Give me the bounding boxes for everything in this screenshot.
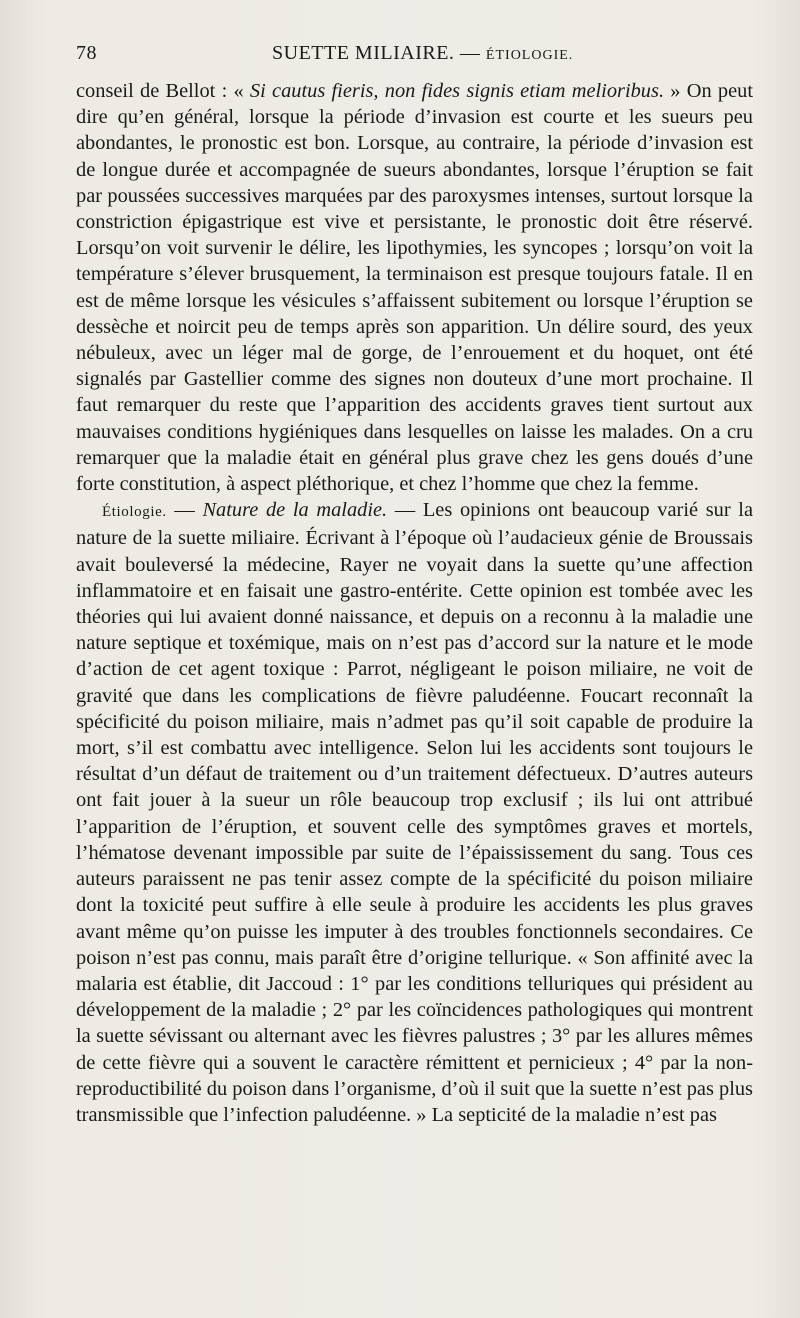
body-text bbox=[76, 78, 753, 1128]
running-title-section: ÉTIOLOGIE. bbox=[485, 48, 574, 63]
page-number: 78 bbox=[76, 42, 97, 64]
paragraph-prognosis bbox=[76, 78, 753, 497]
paragraph-prognosis-pre: conseil de Bellot : « bbox=[76, 80, 250, 102]
section-heading-etiologie: Étiologie. bbox=[102, 504, 167, 521]
latin-quote: Si cautus fieris, non fides signis etiam melioribus. bbox=[249, 80, 665, 102]
page-header bbox=[76, 42, 756, 72]
section-subtitle: Nature de la maladie. bbox=[202, 499, 388, 522]
paragraph-etiology-body: — Les opinions ont beaucoup varié sur la nature de la suette miliaire. Écrivant à l’époque où l’audacieux génie de Broussais avait bouleversé la médecine, Rayer ne voyait dans la suette qu’une affection inflammatoire et en faisait une gastro-entérite. Cette opinion est tombée avec les théories qui lui avaient donné naissance, et depuis on a reconnu à la maladie une nature septique et toxémique, mais on n’est pas d’accord sur la nature et le mode d’action de cet agent toxique : Parrot, négligeant le poison miliaire, ne voit de gravité que dans les complications de fièvre paludéenne. Foucart reconnaît la spécificité du poison miliaire, mais n’admet pas qu’il soit capable de produire la mort, s’il est combattu avec intelligence. Selon lui les accidents sont toujours le résultat d’un défaut de traitement ou d’un traitement défectueux. D’autres auteurs ont fait jouer à la sueur un rôle beaucoup trop exclusif ; ils lui ont attribué l’apparition de l’éruption, et souvent celle des symptômes graves et mortels, l’hématose devenant impossible par suite de l’épaississement du sang. Tous ces auteurs paraissent ne pas tenir assez compte de la spécificité du poison miliaire dont la toxicité peut suffire à elle seule à produire les accidents les plus graves avant même qu’on puisse les imputer à des troubles fonctionnels secondaires. Ce poison n’est pas connu, mais paraît être d’origine tellurique. « Son affinité avec la malaria est établie, dit Jaccoud : 1° par les conditions telluriques qui président au développement de la maladie ; 2° par les coïncidences pathologiques qui montrent la suette sévissant ou alternant avec les fièvres palustres ; 3° par les allures mêmes de cette fièvre qui a souvent le caractère rémittent et pernicieux ; 4° par la non-reproductibilité du poison dans l’organisme, d’où il suit que la suette n’est pas plus transmissible que l’infection paludéenne. » La septicité de la maladie n’est pas bbox=[76, 499, 753, 1126]
heading-dash: — bbox=[166, 499, 203, 522]
running-title bbox=[272, 42, 573, 65]
running-title-main: SUETTE MILIAIRE. — bbox=[272, 42, 481, 64]
paragraph-prognosis-post: » On peut dire qu’en général, lorsque la période d’invasion est courte et les sueurs peu abondantes, le pronostic est bon. Lorsque, au contraire, la période d’invasion est de longue durée et accompagnée de sueurs abondantes, lorsque l’éruption se fait par poussées successives marquées par des paroxysmes intenses, surtout lorsque la constriction épigastrique est vive et persistante, le pronostic doit être réservé. Lorsqu’on voit survenir le délire, les lipothymies, les syncopes ; lorsqu’on voit la température s’élever brusquement, la terminaison est presque toujours fatale. Il en est de même lorsque les vésicules s’affaissent subitement ou lorsque l’éruption se dessèche et noircit peu de temps après son apparition. Un délire sourd, des yeux nébuleux, avec un léger mal de gorge, de l’enrouement et du hoquet, ont été signalés par Gastellier comme des signes non douteux d’une mort prochaine. Il faut remarquer du reste que l’apparition des accidents graves tient surtout aux mauvaises conditions hygiéniques dans lesquelles on laisse les malades. On a cru remarquer que la maladie était en général plus grave chez les gens doués d’une forte constitution, à aspect pléthorique, et chez l’homme que chez la femme. bbox=[76, 80, 753, 496]
paragraph-etiology bbox=[76, 497, 753, 1128]
